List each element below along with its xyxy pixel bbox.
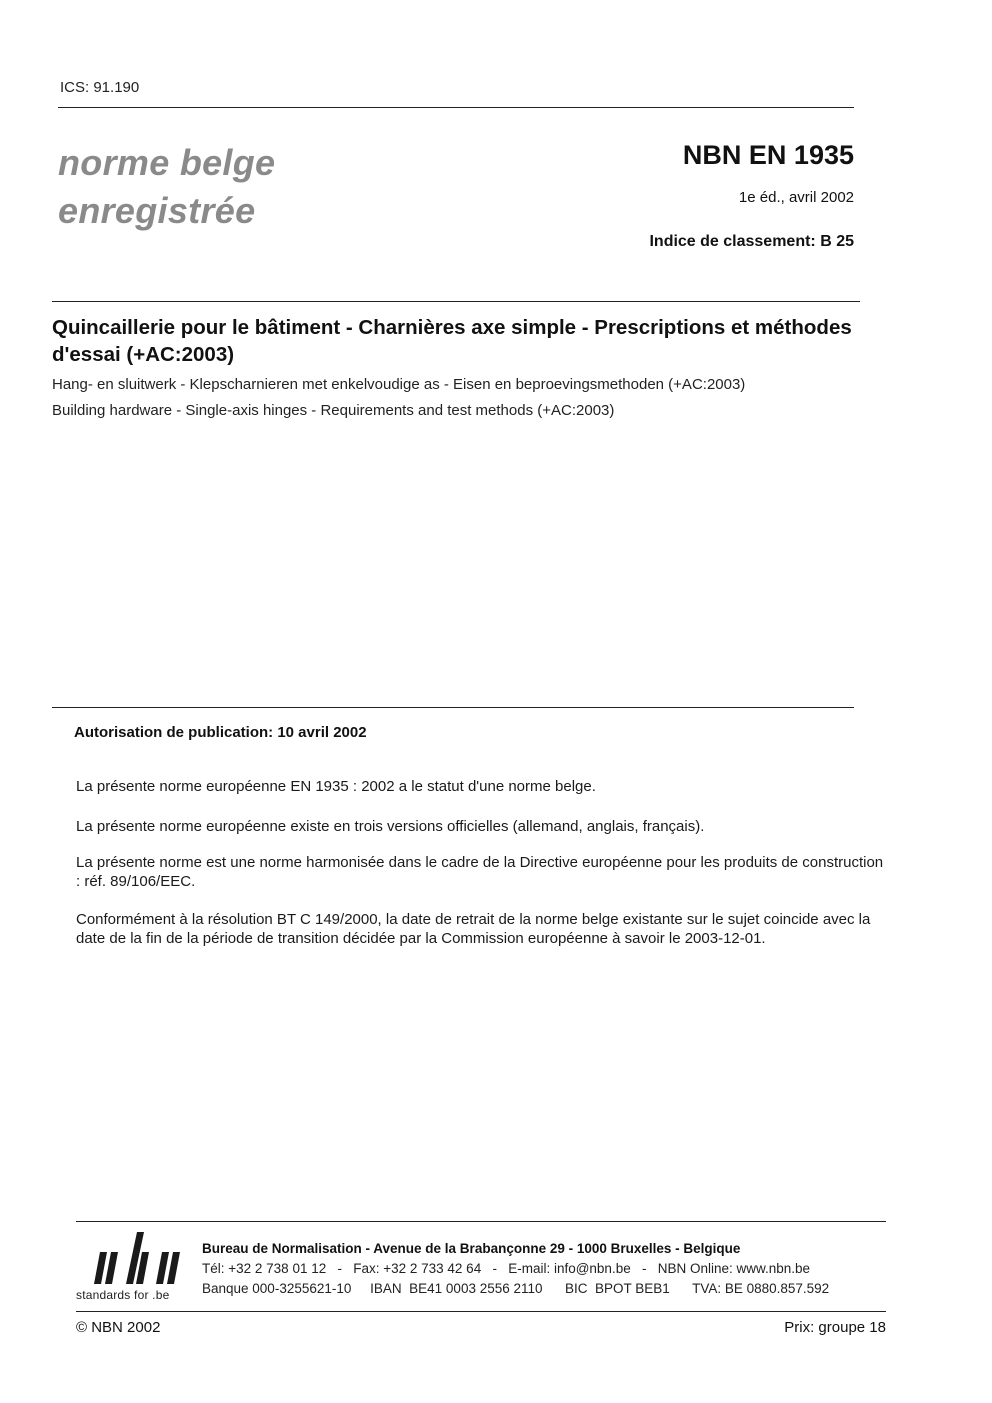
title-french: Quincaillerie pour le bâtiment - Charnières axe simple - Prescriptions et méthodes d'essai (+AC:2003): [52, 316, 852, 366]
footer-organization: Bureau de Normalisation - Avenue de la Brabançonne 29 - 1000 Bruxelles - Belgique: [202, 1241, 741, 1256]
title-divider: [52, 301, 860, 302]
footer-bank-details: Banque 000-3255621-10 IBAN BE41 0003 2556 2110 BIC BPOT BEB1 TVA: BE 0880.857.592: [202, 1281, 830, 1296]
publication-authorization: Autorisation de publication: 10 avril 2002: [74, 724, 367, 741]
footer-contact: Tél: +32 2 738 01 12 - Fax: +32 2 733 42 64 - E-mail: info@nbn.be - NBN Online: www.nbn.be: [202, 1261, 811, 1276]
footer-top-divider: [76, 1221, 886, 1222]
title-english: Building hardware - Single-axis hinges - Requirements and test methods (+AC:2003): [52, 402, 615, 419]
logo-tagline: standards for .be: [76, 1288, 170, 1302]
body-divider: [52, 707, 854, 708]
paragraph-status: La présente norme européenne EN 1935 : 2002 a le statut d'une norme belge.: [76, 778, 596, 795]
top-divider: [58, 107, 854, 108]
paragraph-harmonised: La présente norme est une norme harmonisée dans le cadre de la Directive européenne pour les produits de construction : réf. 89/106/EEC.: [76, 854, 884, 890]
footer-bottom-divider: [76, 1311, 886, 1312]
ics-code: ICS: 91.190: [60, 79, 140, 96]
paragraph-withdrawal: Conformément à la résolution BT C 149/2000, la date de retrait de la norme belge existante sur le sujet coincide avec la date de la fin de la période de transition décidée par la Commission européenne à savoir le 2003-12-01.: [76, 911, 871, 947]
copyright: © NBN 2002: [76, 1319, 161, 1336]
edition-date: 1e éd., avril 2002: [738, 189, 854, 206]
nbn-logo-mark: [94, 1232, 180, 1284]
brand-line-1: norme belge: [58, 142, 276, 183]
standard-number: NBN EN 1935: [682, 140, 854, 170]
classification-index: Indice de classement: B 25: [649, 233, 854, 250]
brand-line-2: enregistrée: [58, 190, 256, 231]
paragraph-versions: La présente norme européenne existe en trois versions officielles (allemand, anglais, français).: [76, 818, 705, 835]
price-group: Prix: groupe 18: [784, 1319, 886, 1336]
title-dutch: Hang- en sluitwerk - Klepscharnieren met enkelvoudige as - Eisen en beproevingsmethoden (+AC:2003): [52, 376, 746, 393]
